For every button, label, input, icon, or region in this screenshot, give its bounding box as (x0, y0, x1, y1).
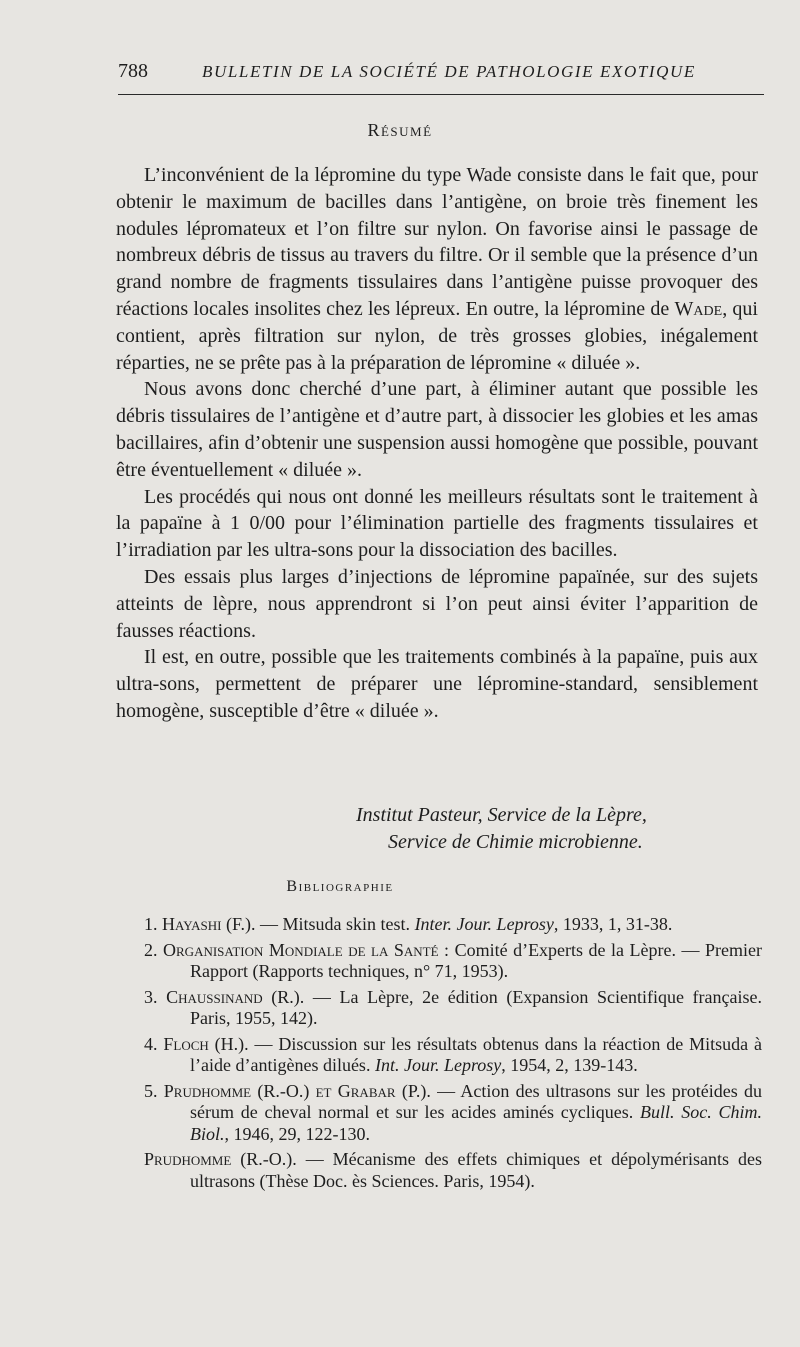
resume-heading: Résumé (367, 120, 433, 140)
resume-body (116, 162, 758, 725)
entry-tail: , 1946, 29, 122-130. (224, 1123, 370, 1144)
bibliography-entry (114, 940, 762, 983)
entry-author: Hayashi (F.). (162, 914, 256, 934)
entry-author: Floch (H.). (163, 1033, 249, 1054)
entry-number: 1. (144, 914, 158, 934)
bibliography-entry (114, 914, 762, 936)
entry-author: Organisation Mondiale de la Santé (163, 939, 439, 960)
affiliation-line-2: Service de Chimie microbienne. (388, 831, 643, 853)
entry-journal: Bull. Soc. Chim. Biol. (190, 1102, 762, 1144)
entry-tail: , 1933, 1, 31-38. (553, 914, 673, 934)
entry-author: Prudhomme (R.-O.). (144, 1149, 297, 1169)
bibliography-entry (114, 1034, 762, 1077)
paragraph-1 (116, 162, 758, 376)
entry-text: — La Lèpre, 2e édition (Expansion Scientifique française. Paris, 1955, 142). (190, 986, 762, 1028)
entry-text: — Discussion sur les résultats obtenus dans la réaction de Mitsuda à l’aide d’antigènes dilués. (190, 1033, 762, 1075)
entry-journal: Int. Jour. Leprosy (374, 1055, 502, 1075)
bibliography-entry-continuation (114, 1149, 762, 1192)
entry-number: 2. (144, 939, 158, 960)
paragraph-5: Il est, en outre, possible que les traitements combinés à la papaïne, puis aux ultra-sons, permettent de préparer une lépromine-standard, sensiblement homogène, susceptible d’être « diluée ». (116, 646, 758, 722)
bibliography-entry (114, 987, 762, 1030)
entry-tail: , 1954, 2, 139-143. (501, 1055, 638, 1075)
bibliography-list (114, 914, 762, 1196)
paragraph-1-text-end: , qui contient, après filtration sur nylon, de très grosses globies, inégalement réparties, ne se prête pas à la préparation de lépromine « diluée ». (116, 297, 758, 374)
entry-number: 3. (144, 986, 158, 1007)
affiliation-signature (300, 802, 758, 856)
paragraph-4: Des essais plus larges d’injections de lépromine papaïnée, sur des sujets atteints de lèpre, nous apprendront si l’on peut ainsi éviter l’apparition de fausses réactions. (116, 565, 758, 642)
running-title: BULLETIN DE LA SOCIÉTÉ DE PATHOLOGIE EXOTIQUE (202, 62, 696, 81)
bibliography-heading: Bibliographie (286, 878, 394, 895)
entry-author: Chaussinand (R.). (166, 986, 305, 1007)
page-header (118, 60, 764, 95)
author-name-wade: Wade (674, 297, 723, 320)
paragraph-2: Nous avons donc cherché d’une part, à éliminer autant que possible les débris tissulaires de l’antigène et d’autre part, à dissocier les globies et les amas bacillaires, afin d’obtenir une suspension aussi homogène que possible, pouvant être éventuellement « diluée ». (116, 378, 758, 481)
entry-journal: Inter. Jour. Leprosy (414, 914, 554, 934)
entry-text: : Comité d’Experts de la Lèpre. — Premier Rapport (Rapports techniques, n° 71, 1953). (190, 939, 763, 981)
page-number: 788 (118, 60, 148, 82)
paragraph-1-text: L’inconvénient de la lépromine du type Wade consiste dans le fait que, pour obtenir le maximum de bacilles dans l’antigène, on broie très finement les nodules lépromateux et l’on filtre sur nylon. On favorise ainsi le passage de nombreux débris de tissus au travers du filtre. Or il semble que la présence d’un grand nombre de fragments tissulaires dans l’antigène puisse provoquer des réactions locales insolites chez les lépreux. En outre, la lépromine de (116, 164, 758, 320)
entry-author: Prudhomme (R.-O.) et Grabar (P.). (163, 1080, 431, 1101)
entry-text: — Action des ultrasons sur les protéides du sérum de cheval normal et sur les acides aminés cycliques. (190, 1080, 762, 1122)
affiliation-line-1: Institut Pasteur, Service de la Lèpre, (356, 804, 647, 826)
bibliography-entry (114, 1081, 762, 1146)
entry-number: 4. (144, 1033, 158, 1054)
entry-text: — Mécanisme des effets chimiques et dépolymérisants des ultrasons (Thèse Doc. ès Sciences. Paris, 1954). (190, 1149, 763, 1191)
entry-text: — Mitsuda skin test. (255, 914, 415, 934)
entry-number: 5. (144, 1080, 158, 1101)
paragraph-3: Les procédés qui nous ont donné les meilleurs résultats sont le traitement à la papaïne à 1 0/00 pour l’élimination partielle des fragments tissulaires et l’irradiation par les ultra-sons pour la dissociation des bacilles. (116, 485, 758, 562)
